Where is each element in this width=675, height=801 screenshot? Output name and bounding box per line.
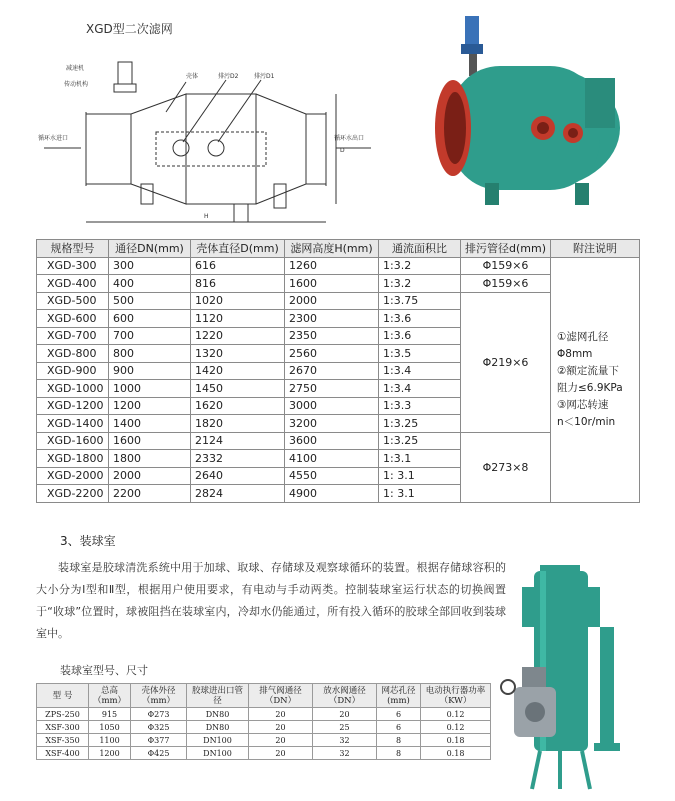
spec-cell: 816: [191, 275, 285, 293]
spec-cell: XGD-1800: [37, 450, 109, 468]
spec-cell: 2000: [285, 292, 379, 310]
table-row: [37, 257, 640, 275]
spec-cell: 1400: [109, 415, 191, 433]
spec-cell: 3000: [285, 397, 379, 415]
spec-cell: 1620: [191, 397, 285, 415]
spec-header-screen-height: 滤网高度H(mm): [285, 240, 379, 258]
ball-cell: XSF-400: [37, 747, 89, 760]
spec-cell: 2200: [109, 485, 191, 503]
section-paragraph: 装球室是胶球清洗系统中用于加球、取球、存储球及观察球循环的装置。根据存储球容积的大小分为Ⅰ型和Ⅱ型，根据用户使用要求，有电动与手动两类。控制装球室运行状态的切换阀置于“收球”位置时，球被阻挡在装球室内，冷却水仍能通过，所有投入循环的胶球全部回收到装球室中。: [36, 561, 506, 640]
table-row: [37, 292, 640, 310]
spec-cell: XGD-2000: [37, 467, 109, 485]
drawing-label-drive: 传动机构: [64, 81, 89, 88]
spec-cell: 2300: [285, 310, 379, 328]
ball-header: 放水阀通径（DN）: [313, 684, 377, 708]
ball-table-caption: 装球室型号、尺寸: [60, 664, 148, 677]
spec-cell: 2670: [285, 362, 379, 380]
spec-header-dn: 通径DN(mm): [109, 240, 191, 258]
table-row: [37, 708, 491, 721]
spec-cell: 1320: [191, 345, 285, 363]
spec-cell: 1420: [191, 362, 285, 380]
spec-pipe-group-4: Φ273×8: [461, 432, 551, 502]
spec-cell: 2640: [191, 467, 285, 485]
ball-chamber-table: [36, 683, 491, 760]
ball-cell: Φ377: [131, 734, 187, 747]
filter-technical-drawing: [36, 52, 376, 232]
spec-cell: 2824: [191, 485, 285, 503]
ball-cell: 6: [377, 708, 421, 721]
drawing-reducer: [118, 62, 132, 84]
doc-title: XGD型二次滤网: [86, 22, 173, 36]
drawing-label-drain-d2: 排污D2: [218, 73, 239, 80]
spec-cell: 600: [109, 310, 191, 328]
ball-cell: 1200: [89, 747, 131, 760]
spec-pipe-group-2: Φ159×6: [461, 275, 551, 293]
spec-cell: XGD-1400: [37, 415, 109, 433]
spec-cell: XGD-300: [37, 257, 109, 275]
spec-cell: 1:3.25: [379, 415, 461, 433]
ball-cell: 20: [313, 708, 377, 721]
ball-cell: 0.18: [421, 747, 491, 760]
ball-header: 型 号: [37, 684, 89, 708]
ball-cell: 0.12: [421, 708, 491, 721]
spec-cell: 1600: [285, 275, 379, 293]
ball-cell: 0.18: [421, 734, 491, 747]
drawing-label-reducer: 减速机: [66, 65, 85, 72]
spec-cell: 1450: [191, 380, 285, 398]
spec-cell: 1:3.3: [379, 397, 461, 415]
spec-header-drain: 排污管径d(mm): [461, 240, 551, 258]
spec-cell: 3200: [285, 415, 379, 433]
spec-cell: 2560: [285, 345, 379, 363]
section-heading: 3、装球室: [60, 534, 116, 548]
spec-cell: 1:3.6: [379, 327, 461, 345]
ball-header: 总高（mm）: [89, 684, 131, 708]
drawing-label-outlet: 循环水出口: [334, 135, 365, 142]
spec-cell: 4900: [285, 485, 379, 503]
ball-header: 网芯孔径(mm): [377, 684, 421, 708]
ball-cell: 8: [377, 747, 421, 760]
ball-cell: ZPS-250: [37, 708, 89, 721]
spec-cell: XGD-400: [37, 275, 109, 293]
spec-header-model: 规格型号: [37, 240, 109, 258]
drawing-label-drain-d1: 排污D1: [254, 73, 275, 80]
spec-cell: 4550: [285, 467, 379, 485]
note-line: ②额定流量下: [557, 364, 619, 377]
spec-cell: 1:3.5: [379, 345, 461, 363]
spec-cell: 1800: [109, 450, 191, 468]
ball-header: 胶球进出口管径: [187, 684, 249, 708]
ball-cell: 8: [377, 734, 421, 747]
table-row: [37, 747, 491, 760]
spec-table-header-row: [37, 240, 640, 258]
ball-cell: XSF-300: [37, 721, 89, 734]
ball-cell: 20: [249, 734, 313, 747]
spec-cell: 1600: [109, 432, 191, 450]
note-line: ①滤网孔径Φ8mm: [557, 330, 609, 360]
spec-cell: 2350: [285, 327, 379, 345]
spec-cell: 2124: [191, 432, 285, 450]
spec-pipe-group-1: Φ159×6: [461, 257, 551, 275]
spec-notes: [551, 257, 640, 502]
table-row: [37, 432, 640, 450]
spec-cell: 1:3.2: [379, 275, 461, 293]
ball-chamber-photo: [500, 557, 660, 792]
ball-cell: 32: [313, 747, 377, 760]
drawing-label-h: H: [204, 213, 209, 220]
ball-cell: DN80: [187, 721, 249, 734]
spec-cell: XGD-800: [37, 345, 109, 363]
spec-header-area-ratio: 通流面积比: [379, 240, 461, 258]
note-line: ③网芯转速: [557, 398, 609, 411]
spec-cell: 1:3.25: [379, 432, 461, 450]
spec-cell: 1:3.2: [379, 257, 461, 275]
table-row: [37, 275, 640, 293]
ball-cell: 20: [249, 747, 313, 760]
spec-cell: 2332: [191, 450, 285, 468]
spec-cell: 2000: [109, 467, 191, 485]
spec-cell: 500: [109, 292, 191, 310]
ball-table-header-row: [37, 684, 491, 708]
ball-header: 排气阀通径（DN）: [249, 684, 313, 708]
table-row: [37, 721, 491, 734]
note-line: n＜10r/min: [557, 415, 616, 428]
ball-cell: Φ325: [131, 721, 187, 734]
ball-cell: 20: [249, 708, 313, 721]
spec-cell: 1: 3.1: [379, 467, 461, 485]
spec-cell: 700: [109, 327, 191, 345]
spec-cell: 300: [109, 257, 191, 275]
spec-cell: 1820: [191, 415, 285, 433]
ball-cell: XSF-350: [37, 734, 89, 747]
spec-cell: XGD-1200: [37, 397, 109, 415]
note-line: 阻力≤6.9KPa: [557, 381, 623, 394]
spec-cell: 1:3.4: [379, 380, 461, 398]
ball-cell: DN100: [187, 747, 249, 760]
spec-cell: 900: [109, 362, 191, 380]
spec-cell: XGD-500: [37, 292, 109, 310]
ball-cell: 20: [249, 721, 313, 734]
spec-cell: 1120: [191, 310, 285, 328]
spec-header-shell: 壳体直径D(mm): [191, 240, 285, 258]
spec-cell: 400: [109, 275, 191, 293]
ball-cell: DN80: [187, 708, 249, 721]
filter-product-photo: [425, 8, 640, 213]
spec-cell: 1:3.75: [379, 292, 461, 310]
spec-cell: 3600: [285, 432, 379, 450]
ball-header: 壳体外径（mm）: [131, 684, 187, 708]
spec-cell: XGD-1000: [37, 380, 109, 398]
ball-cell: 6: [377, 721, 421, 734]
ball-cell: 1050: [89, 721, 131, 734]
spec-cell: 4100: [285, 450, 379, 468]
spec-cell: 1: 3.1: [379, 485, 461, 503]
spec-cell: 800: [109, 345, 191, 363]
ball-cell: 25: [313, 721, 377, 734]
drawing-label-d: D: [340, 147, 345, 154]
spec-cell: 2750: [285, 380, 379, 398]
spec-cell: 1000: [109, 380, 191, 398]
drawing-label-shell: 壳体: [186, 73, 199, 80]
spec-cell: 1:3.4: [379, 362, 461, 380]
ball-cell: 1100: [89, 734, 131, 747]
spec-cell: XGD-1600: [37, 432, 109, 450]
spec-cell: XGD-700: [37, 327, 109, 345]
spec-cell: 1:3.1: [379, 450, 461, 468]
spec-cell: 616: [191, 257, 285, 275]
ball-cell: 915: [89, 708, 131, 721]
spec-header-notes: 附注说明: [551, 240, 640, 258]
spec-cell: XGD-900: [37, 362, 109, 380]
spec-pipe-group-3: Φ219×6: [461, 292, 551, 432]
ball-cell: DN100: [187, 734, 249, 747]
spec-cell: 1200: [109, 397, 191, 415]
spec-cell: XGD-600: [37, 310, 109, 328]
spec-cell: 1020: [191, 292, 285, 310]
drawing-drain-d1: [208, 140, 224, 156]
drawing-label-inlet: 循环水进口: [38, 135, 69, 142]
spec-cell: 1:3.6: [379, 310, 461, 328]
spec-table: [36, 239, 640, 503]
table-row: [37, 734, 491, 747]
ball-header: 电动执行器功率（KW）: [421, 684, 491, 708]
ball-cell: 0.12: [421, 721, 491, 734]
spec-cell: 1260: [285, 257, 379, 275]
ball-cell: Φ425: [131, 747, 187, 760]
drawing-drain-d2: [173, 140, 189, 156]
ball-cell: 32: [313, 734, 377, 747]
ball-cell: Φ273: [131, 708, 187, 721]
spec-cell: 1220: [191, 327, 285, 345]
spec-cell: XGD-2200: [37, 485, 109, 503]
